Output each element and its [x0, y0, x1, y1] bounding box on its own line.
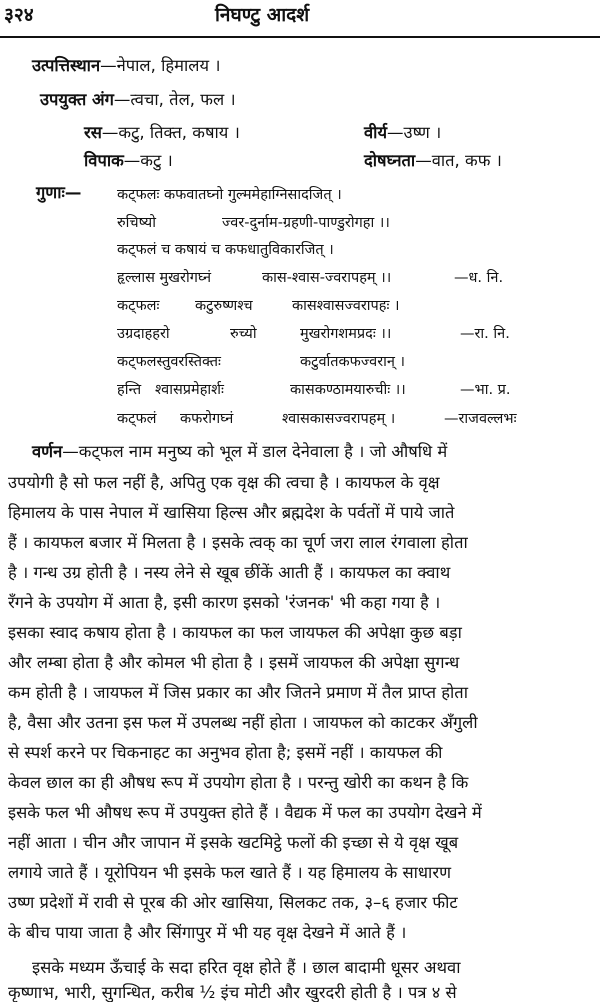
verse-line-3: कट्फलं च कषायं च कफधातुविकारजित् । [117, 242, 334, 258]
verse-line-9b: कफरोगघ्नं [180, 411, 234, 427]
verse-line-5b: कटुरुष्णश्च [195, 298, 253, 314]
verse-line-2b: ज्वर-दुर्नाम-ग्रहणी-पाण्डुरोगहा ।। [222, 215, 390, 231]
running-header-title: निघण्टु आदर्श [215, 4, 310, 26]
verse-line-4b: कास-श्वास-ज्वरापहम् ।। [262, 270, 392, 286]
virya-label: वीर्य [364, 123, 388, 142]
verse-source-ra-ni: —रा. नि. [460, 326, 510, 342]
description-line-9: कम होती है । जायफल में जिस प्रकार का और जितने प्रमाण में तैल प्राप्त होता [8, 683, 468, 702]
rasa-value: —कटु, तिक्त, कषाय । [101, 123, 240, 142]
description-label: वर्णन [32, 442, 63, 461]
rasa-label: रस [84, 123, 102, 142]
description-line-4: हैं । कायफल बजार में मिलता है । इसके त्वक् का चूर्ण जरा लाल रंगवाला होता [8, 533, 468, 552]
origin-label: उत्पत्तिस्थान [32, 56, 101, 75]
doshaghnata-value: —वात, कफ । [415, 151, 502, 170]
verse-line-7a: कट्फलस्तुवरस्तिक्तः [117, 354, 221, 370]
verse-source-rajavallabha: —राजवल्लभः [444, 411, 517, 427]
useful-parts-value: —त्वचा, तेल, फल । [113, 90, 236, 109]
verse-line-6c: मुखरोगशमप्रदः ।। [300, 326, 392, 342]
verse-line-6b: रुच्यो [230, 326, 257, 342]
verse-line-1: कट्फलः कफवातघ्नो गुल्ममेहाग्निसादजित् । [117, 187, 342, 203]
doshaghnata-row [364, 153, 502, 170]
verse-line-5c: कासश्वासज्वरापहः । [292, 298, 400, 314]
description-line-8: और लम्बा होता है और कोमल भी होता है । इसमें जायफल की अपेक्षा सुगन्ध [8, 653, 460, 672]
description-line-11: से स्पर्श करने पर चिकनाहट का अनुभव होता है; इसमें नहीं । कायफल की [8, 743, 443, 762]
description-line-2: उपयोगी है सो फल नहीं है, अपितु एक वृक्ष की त्वचा है । कायफल के वृक्ष [8, 473, 440, 492]
gunah-label: गुणाः— [36, 183, 82, 202]
verse-line-5a: कट्फलः [117, 298, 160, 314]
description-line-1: वर्णन—कट्फल नाम मनुष्य को भूल में डाल देनेवाला है । जो औषधि में [32, 442, 448, 461]
verse-line-8b: श्वासप्रमेहार्शः [155, 382, 224, 398]
verse-line-9c: श्वासकासज्वरापहम् । [282, 411, 396, 427]
origin-value: —नेपाल, हिमालय । [100, 56, 221, 75]
description-line-10: है, वैसा और उतना इस फल में उपलब्ध नहीं होता । जायफल को काटकर अँगुली [8, 713, 478, 732]
virya-value: —उष्ण । [387, 123, 442, 142]
verse-line-9a: कट्फलं [117, 411, 157, 427]
vipaka-value: —कटु । [123, 151, 173, 170]
description-line-17: के बीच पाया जाता है और सिंगापुर में भी यह वृक्ष देखने में आते हैं । [8, 923, 407, 942]
useful-parts-label: उपयुक्त अंग [40, 90, 114, 109]
description-line-3: हिमालय के पास नेपाल में खासिया हिल्स और ब्रह्मदेश के पर्वतों में पाये जाते [8, 503, 455, 522]
verse-line-8a: हन्ति [117, 382, 142, 398]
description-line-5: है । गन्ध उग्र होती है । नस्य लेने से खूब छींकें आती हैं । कायफल का क्वाथ [8, 563, 451, 582]
description-line-14: नहीं आता । चीन और जापान में इसके खटमिट्ठे फलों की इच्छा से ये वृक्ष खूब [8, 833, 459, 852]
useful-parts-row [40, 92, 236, 109]
description-line-16: उष्ण प्रदेशों में रावी से पूरब की ओर खासिया, सिलकट तक, ३–६ हजार फीट [8, 893, 458, 912]
verse-line-8c: कासकण्ठामयारुचीः ।। [290, 382, 406, 398]
description-line-7: इसका स्वाद कषाय होता है । कायफल का फल जायफल की अपेक्षा कुछ बड़ा [8, 623, 462, 642]
rasa-row [84, 125, 240, 142]
verse-source-bha-pra: —भा. प्र. [460, 382, 511, 398]
verse-line-2a: रुचिष्यो [117, 215, 156, 231]
verse-line-7b: कटुर्वातकफज्वरान् । [300, 354, 406, 370]
description-line-15: लगाये जाते हैं । यूरोपियन भी इसके फल खाते हैं । यह हिमालय के साधारण [8, 863, 452, 882]
virya-row [364, 125, 441, 142]
verse-line-6a: उग्रदाहहरो [117, 326, 170, 342]
origin-row [32, 58, 221, 75]
description-line-12: केवल छाल का ही औषध रूप में उपयोग होता है । परन्तु खोरी का कथन है कि [8, 773, 469, 792]
verse-line-4a: हृल्लास मुखरोगघ्नं [117, 270, 212, 286]
header-rule [0, 36, 600, 38]
description2-line-2: कृष्णाभ, भारी, सुगन्धित, करीब ½ इंच मोटी और खुरदरी होती है । पत्र ४ से [8, 983, 457, 1002]
vipaka-row [84, 153, 173, 170]
doshaghnata-label: दोषघ्नता [364, 151, 416, 170]
description-line-13: इसके फल भी औषध रूप में उपयुक्त होते हैं । वैद्यक में फल का उपयोग देखने में [8, 803, 482, 822]
vipaka-label: विपाक [84, 151, 124, 170]
verse-source-dha-ni: —ध. नि. [454, 270, 504, 286]
description2-line-1: इसके मध्यम ऊँचाई के सदा हरित वृक्ष होते हैं । छाल बादामी धूसर अथवा [32, 958, 461, 977]
description-line-6: रँगने के उपयोग में आता है, इसी कारण इसको 'रंजनक' भी कहा गया है । [8, 593, 441, 612]
page-number: ३२४ [4, 4, 34, 26]
